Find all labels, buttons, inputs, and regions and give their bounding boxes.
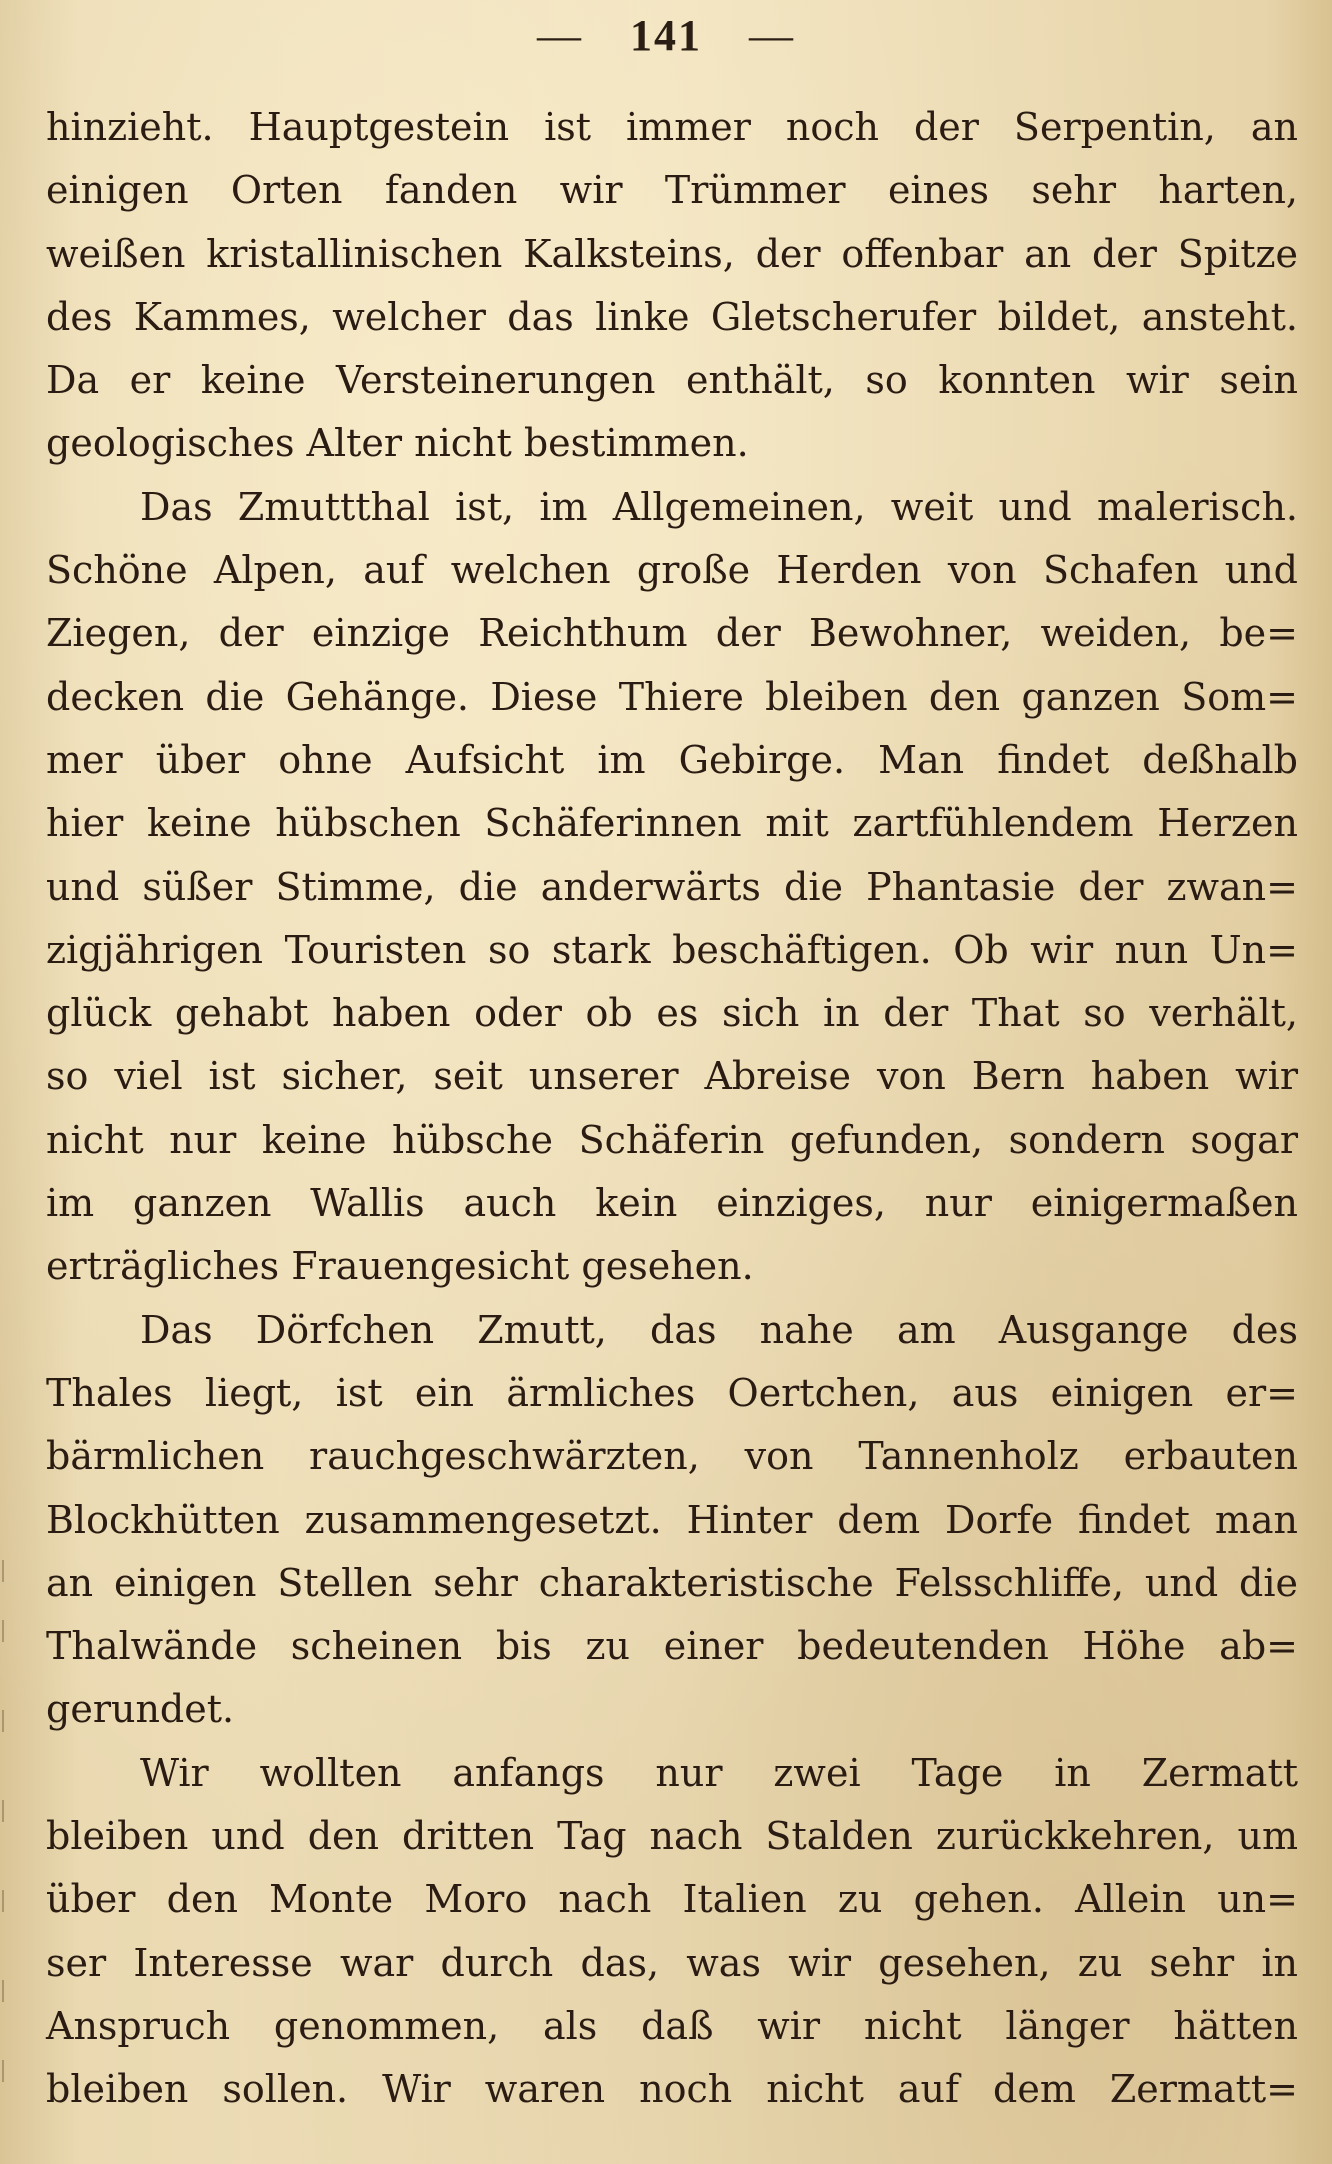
- page-header: [0, 10, 1332, 61]
- text-line: Thalwände scheinen bis zu einer bedeutenden Höhe ab=: [46, 1624, 1298, 1669]
- edge-mark: [2, 1890, 14, 1912]
- text-line: einigen Orten fanden wir Trümmer eines sehr harten,: [46, 168, 1298, 213]
- text-line: Das Dörfchen Zmutt, das nahe am Ausgange des: [140, 1307, 1298, 1352]
- edge-mark: [2, 2060, 14, 2082]
- page-number: 141: [630, 11, 702, 60]
- text-line: Anspruch genommen, als daß wir nicht länger hätten: [46, 2003, 1298, 2048]
- text-line: geologisches Alter nicht bestimmen.: [46, 421, 749, 466]
- text-line: weißen kristallinischen Kalksteins, der offenbar an der Spitze: [46, 231, 1298, 276]
- text-line: erträgliches Frauengesicht gesehen.: [46, 1244, 754, 1289]
- text-line: und süßer Stimme, die anderwärts die Phantasie der zwan=: [46, 864, 1298, 909]
- text-line: Da er keine Versteinerungen enthält, so konnten wir sein: [46, 358, 1298, 403]
- text-line: hier keine hübschen Schäferinnen mit zartfühlendem Herzen: [46, 801, 1298, 846]
- text-line: Wir wollten anfangs nur zwei Tage in Zermatt: [140, 1750, 1298, 1795]
- edge-mark: [2, 1620, 14, 1642]
- page-edge-marks: [0, 1560, 18, 2160]
- text-line: bleiben sollen. Wir waren noch nicht auf dem Zermatt=: [46, 2067, 1298, 2112]
- text-line: Ziegen, der einzige Reichthum der Bewohner, weiden, be=: [46, 611, 1298, 656]
- text-line: gerundet.: [46, 1687, 235, 1732]
- text-line: nicht nur keine hübsche Schäferin gefunden, sondern sogar: [46, 1117, 1298, 1162]
- text-line: an einigen Stellen sehr charakteristische Felsschliffe, und die: [46, 1560, 1298, 1605]
- header-dash-right: —: [749, 11, 795, 60]
- edge-mark: [2, 1800, 14, 1822]
- text-line: bärmlichen rauchgeschwärzten, von Tannenholz erbauten: [46, 1434, 1298, 1479]
- text-line: über den Monte Moro nach Italien zu gehen. Allein un=: [46, 1877, 1298, 1922]
- text-line: zigjährigen Touristen so stark beschäftigen. Ob wir nun Un=: [46, 927, 1298, 972]
- text-line: Blockhütten zusammengesetzt. Hinter dem Dorfe findet man: [46, 1497, 1298, 1542]
- text-line: im ganzen Wallis auch kein einziges, nur einigermaßen: [46, 1181, 1298, 1226]
- text-line: ser Interesse war durch das, was wir gesehen, zu sehr in: [46, 1940, 1298, 1985]
- text-line: bleiben und den dritten Tag nach Stalden zurückkehren, um: [46, 1814, 1298, 1859]
- text-line: Das Zmuttthal ist, im Allgemeinen, weit und malerisch.: [140, 484, 1298, 529]
- header-dash-left: —: [537, 11, 583, 60]
- text-line: Thales liegt, ist ein ärmliches Oertchen, aus einigen er=: [46, 1370, 1298, 1415]
- edge-mark: [2, 1980, 14, 2002]
- body-text: [46, 96, 1298, 2122]
- edge-mark: [2, 1710, 14, 1732]
- text-line: des Kammes, welcher das linke Gletscherufer bildet, ansteht.: [46, 294, 1298, 339]
- text-line: mer über ohne Aufsicht im Gebirge. Man findet deßhalb: [46, 737, 1298, 782]
- text-line: Schöne Alpen, auf welchen große Herden von Schafen und: [46, 548, 1298, 593]
- text-line: decken die Gehänge. Diese Thiere bleiben den ganzen Som=: [46, 674, 1298, 719]
- text-line: so viel ist sicher, seit unserer Abreise von Bern haben wir: [46, 1054, 1298, 1099]
- text-line: hinzieht. Hauptgestein ist immer noch der Serpentin, an: [46, 105, 1298, 149]
- edge-mark: [2, 1560, 14, 1582]
- text-line: glück gehabt haben oder ob es sich in der That so verhält,: [46, 991, 1298, 1036]
